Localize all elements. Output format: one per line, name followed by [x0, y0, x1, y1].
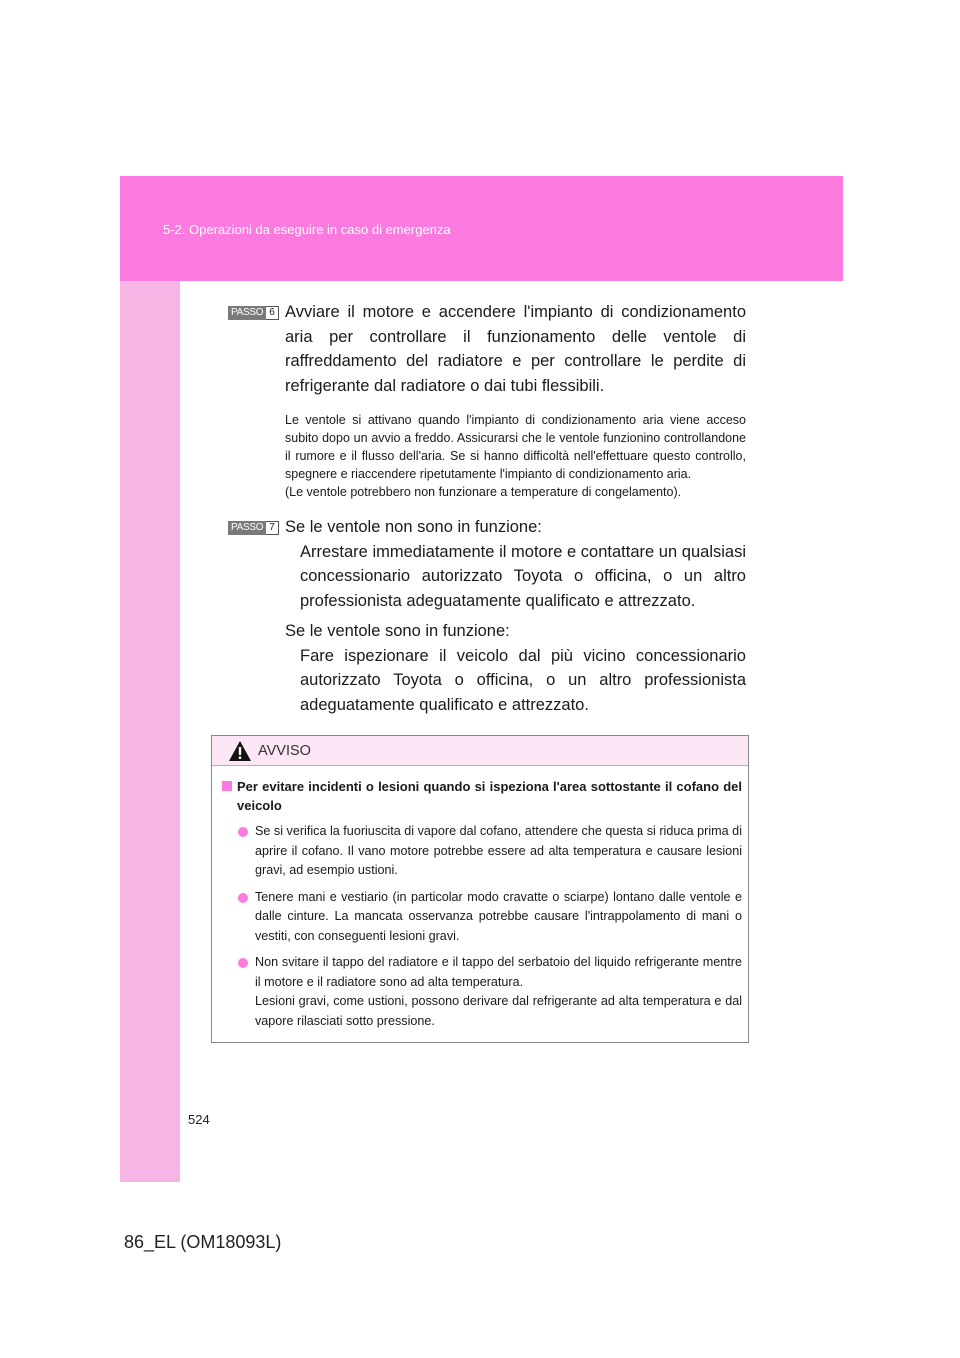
circle-bullet-icon — [238, 958, 248, 968]
circle-bullet-icon — [238, 827, 248, 837]
side-band — [120, 176, 180, 1182]
warning-bullet-text: Non svitare il tappo del radiatore e il tappo del serbatoio del liquido refrigerante mentre il motore e il radiatore sono ad alta temperatura. — [255, 955, 742, 989]
document-code: 86_EL (OM18093L) — [124, 1232, 282, 1252]
circle-bullet-icon — [238, 893, 248, 903]
warning-bullet-text: Lesioni gravi, come ustioni, possono derivare dal refrigerante ad alta temperatura e dal vapore rilasciati sotto pressione. — [255, 994, 742, 1028]
condition-block — [285, 515, 746, 717]
step-badge-number: 6 — [266, 306, 279, 320]
warning-title: AVVISO — [258, 742, 311, 759]
main-content — [228, 300, 746, 717]
warning-triangle-icon — [228, 740, 252, 762]
warning-bullet — [222, 888, 742, 947]
step-badge — [228, 306, 279, 320]
step-badge-label: PASSO — [228, 521, 266, 535]
section-title: 5-2. Operazioni da eseguire in caso di emergenza — [163, 222, 451, 237]
condition-label: Se le ventole sono in funzione: — [285, 622, 510, 640]
warning-bullet-text: Se si verifica la fuoriuscita di vapore dal cofano, attendere che questa si riduca prima di aprire il cofano. Il vano motore potrebbe essere ad alta temperatura e causare lesioni gravi, ad esempio ustioni. — [255, 824, 742, 877]
step-badge — [228, 521, 279, 535]
warning-bullet — [222, 953, 742, 1031]
warning-bullet — [222, 822, 742, 881]
condition-text: Fare ispezionare il veicolo dal più vicino concessionario autorizzato Toyota o officina, o un altro professionista adeguatamente qualificato e attrezzato. — [300, 646, 746, 714]
step-6 — [228, 300, 746, 501]
warning-heading-text: Per evitare incidenti o lesioni quando si ispeziona l'area sottostante il cofano del veicolo — [237, 779, 742, 813]
step-7 — [228, 515, 746, 717]
step-text: Avviare il motore e accendere l'impianto di condizionamento aria per controllare il funzionamento delle ventole di raffreddamento del radiatore e per controllare le perdite di refrigerante dal radiatore o dai tubi flessibili. — [285, 303, 746, 395]
condition-label: Se le ventole non sono in funzione: — [285, 518, 542, 536]
condition-text: Arrestare immediatamente il motore e contattare un qualsiasi concessionario autorizzato Toyota o officina, o un altro professionista adeguatamente qualificato e attrezzato. — [300, 542, 746, 610]
warning-box — [211, 735, 749, 1043]
page-number: 524 — [188, 1112, 210, 1127]
warning-body — [212, 766, 748, 1031]
note-paragraph: (Le ventole potrebbero non funzionare a temperature di congelamento). — [285, 485, 682, 499]
step-note — [285, 411, 746, 501]
note-paragraph: Le ventole si attivano quando l'impianto di condizionamento aria viene acceso subito dopo un avvio a freddo. Assicurarsi che le ventole funzionino controllandone il rumore e il flusso dell'aria. Se si hanno difficoltà nell'effettuare questo controllo, spegnere e riaccendere ripetutamente l'impianto di condizionamento aria. — [285, 413, 746, 481]
warning-heading — [222, 777, 742, 815]
step-badge-number: 7 — [266, 521, 279, 535]
warning-bullet-text: Tenere mani e vestiario (in particolar modo cravatte o sciarpe) lontano dalle ventole e dalle cinture. La mancata osservanza potrebbe causare l'intrappolamento di mani o vestiti, con conseguenti lesioni gravi. — [255, 889, 742, 943]
step-badge-label: PASSO — [228, 306, 266, 320]
square-icon — [222, 781, 232, 791]
warning-header — [212, 736, 748, 766]
